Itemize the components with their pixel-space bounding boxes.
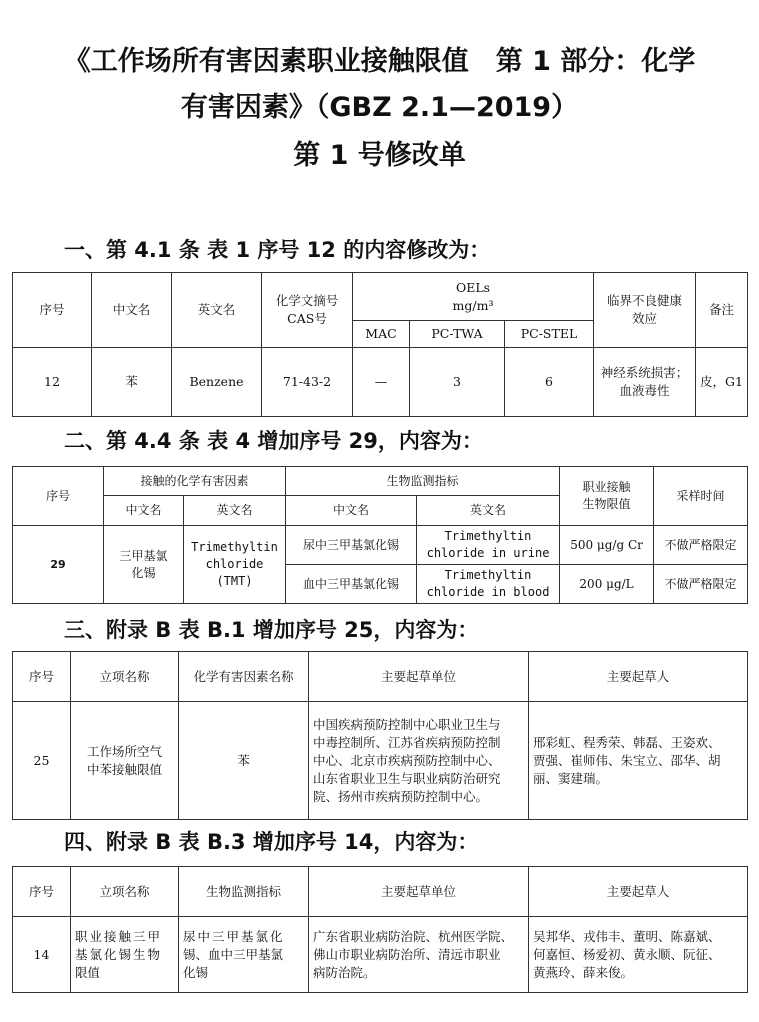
row-bio-en-urine	[417, 526, 560, 565]
project-line: 职业接触三甲	[75, 928, 163, 944]
row-chem-cn	[104, 526, 184, 604]
drafter-line: 邢彩虹、程秀荣、韩磊、王姿欢、	[533, 734, 721, 750]
row-chem-en	[184, 526, 286, 604]
unit-line: 病防治院。	[313, 964, 376, 980]
row-project-line2: 中苯接触限值	[86, 761, 162, 777]
row-no: 29	[13, 526, 104, 604]
section4-table	[12, 866, 748, 993]
header-oels-line1: OELs	[455, 279, 491, 295]
header-cas	[262, 273, 353, 348]
header-chemical-group: 接触的化学有害因素	[104, 467, 286, 496]
row-unit	[309, 917, 529, 993]
row-health-line2: 血液毒性	[619, 383, 670, 398]
row-chem-cn-line1: 三甲基氯	[119, 548, 168, 563]
header-no: 序号	[13, 273, 92, 348]
row-limit-urine: 500 μg/g Cr	[560, 526, 654, 565]
header-project: 立项名称	[71, 652, 179, 702]
header-oels-unit: mg/m³	[452, 297, 494, 313]
row-limit-blood: 200 μg/L	[560, 565, 654, 604]
row-note: 皮，G1	[696, 348, 748, 417]
section4-heading: 四、附录 B 表 B.3 增加序号 14，内容为：	[64, 830, 479, 854]
header-indicator: 生物监测指标	[179, 867, 309, 917]
section3-heading: 三、附录 B 表 B.1 增加序号 25，内容为：	[64, 618, 479, 642]
drafter-line: 贾强、崔师伟、朱宝立、邵华、胡	[533, 752, 721, 768]
row-cas: 71-43-2	[262, 348, 353, 417]
row-bio-en-blood	[417, 565, 560, 604]
row-no: 12	[13, 348, 92, 417]
drafter-line: 丽、窦建瑞。	[533, 770, 609, 786]
header-chem-cn: 中文名	[104, 496, 184, 526]
header-bio-en: 英文名	[417, 496, 560, 526]
row-indicator	[179, 917, 309, 993]
row-bio-en-urine-line1: Trimethyltin	[444, 529, 532, 543]
header-mac: MAC	[353, 321, 410, 348]
drafter-line: 吴邦华、戎伟丰、董明、陈嘉斌、	[533, 928, 721, 944]
header-unit: 主要起草单位	[309, 652, 529, 702]
header-no: 序号	[13, 867, 71, 917]
header-cas-line1: 化学文摘号	[275, 293, 339, 308]
section1-heading: 一、第 4.1 条 表 1 序号 12 的内容修改为：	[64, 238, 491, 262]
indicator-line: 化锡	[183, 964, 209, 980]
header-drafter: 主要起草人	[529, 867, 748, 917]
unit-line: 中心、北京市疾病预防控制中心、	[313, 752, 501, 768]
header-project: 立项名称	[71, 867, 179, 917]
row-cn-name: 苯	[92, 348, 172, 417]
drafter-line: 何嘉恒、杨爱初、黄永顺、阮征、	[533, 946, 721, 962]
header-unit: 主要起草单位	[309, 867, 529, 917]
row-chem-en-line3: (TMT)	[216, 574, 253, 588]
document-title-line1: 《工作场所有害因素职业接触限值 第 1 部分：化学	[63, 46, 696, 77]
header-cn-name: 中文名	[92, 273, 172, 348]
header-en-name: 英文名	[172, 273, 262, 348]
indicator-line: 尿中三甲基氯化	[183, 928, 285, 944]
header-bio-limit	[560, 467, 654, 526]
row-bio-en-blood-line2: chloride in blood	[426, 585, 550, 599]
row-bio-en-blood-line1: Trimethyltin	[444, 568, 532, 582]
project-line: 限值	[75, 964, 101, 980]
header-factor: 化学有害因素名称	[179, 652, 309, 702]
header-pc-stel: PC-STEL	[505, 321, 594, 348]
unit-line: 佛山市职业病防治所、清远市职业	[313, 946, 501, 962]
row-project	[71, 702, 179, 820]
header-pc-twa: PC-TWA	[410, 321, 505, 348]
row-pc-stel: 6	[505, 348, 594, 417]
row-project-line1: 工作场所空气	[86, 743, 162, 759]
row-bio-cn-blood: 血中三甲基氯化锡	[286, 565, 417, 604]
row-factor: 苯	[179, 702, 309, 820]
section2-heading: 二、第 4.4 条 表 4 增加序号 29，内容为：	[64, 429, 483, 453]
row-health-line1: 神经系统损害；	[600, 365, 689, 380]
header-limit-line2: 生物限值	[582, 497, 631, 511]
header-bio-cn: 中文名	[286, 496, 417, 526]
section3-table	[12, 651, 748, 820]
unit-line: 广东省职业病防治院、杭州医学院、	[313, 928, 514, 944]
unit-line: 中国疾病预防控制中心职业卫生与	[313, 716, 501, 732]
row-chem-en-line1: Trimethyltin	[191, 540, 278, 554]
header-no: 序号	[13, 652, 71, 702]
row-project	[71, 917, 179, 993]
header-bio-group: 生物监测指标	[286, 467, 560, 496]
unit-line: 院、扬州市疾病预防控制中心。	[313, 788, 489, 804]
document-subtitle: 第 1 号修改单	[293, 140, 466, 171]
row-drafter	[529, 917, 748, 993]
header-health-line2: 效应	[632, 311, 658, 326]
section2-table	[12, 466, 748, 604]
row-bio-cn-urine: 尿中三甲基氯化锡	[286, 526, 417, 565]
document-title-line2: 有害因素》（GBZ 2.1—2019）	[180, 92, 579, 123]
row-pc-twa: 3	[410, 348, 505, 417]
row-drafter	[529, 702, 748, 820]
row-no: 25	[13, 702, 71, 820]
unit-line: 中毒控制所、江苏省疾病预防控制	[313, 734, 501, 750]
header-limit-line1: 职业接触	[582, 480, 631, 494]
row-time-blood: 不做严格限定	[654, 565, 748, 604]
indicator-line: 锡、血中三甲基氯	[183, 946, 284, 962]
header-oels	[353, 273, 594, 321]
drafter-line: 黄燕玲、薛来俊。	[533, 964, 634, 980]
section1-table	[12, 272, 748, 417]
unit-line: 山东省职业卫生与职业病防治研究	[313, 770, 501, 786]
project-line: 基氯化锡生物	[75, 946, 163, 962]
row-unit	[309, 702, 529, 820]
row-chem-cn-line2: 化锡	[131, 565, 156, 580]
header-note: 备注	[696, 273, 748, 348]
row-time-urine: 不做严格限定	[654, 526, 748, 565]
header-no: 序号	[13, 467, 104, 526]
header-drafter: 主要起草人	[529, 652, 748, 702]
header-health-line1: 临界不良健康	[607, 293, 683, 308]
row-en-name: Benzene	[172, 348, 262, 417]
row-bio-en-urine-line2: chloride in urine	[426, 546, 550, 560]
row-no: 14	[13, 917, 71, 993]
row-mac: —	[353, 348, 410, 417]
header-cas-line2: CAS号	[287, 311, 327, 326]
header-health-effect	[594, 273, 696, 348]
row-health-effect	[594, 348, 696, 417]
header-sampling-time: 采样时间	[654, 467, 748, 526]
row-chem-en-line2: chloride	[205, 557, 264, 571]
header-chem-en: 英文名	[184, 496, 286, 526]
